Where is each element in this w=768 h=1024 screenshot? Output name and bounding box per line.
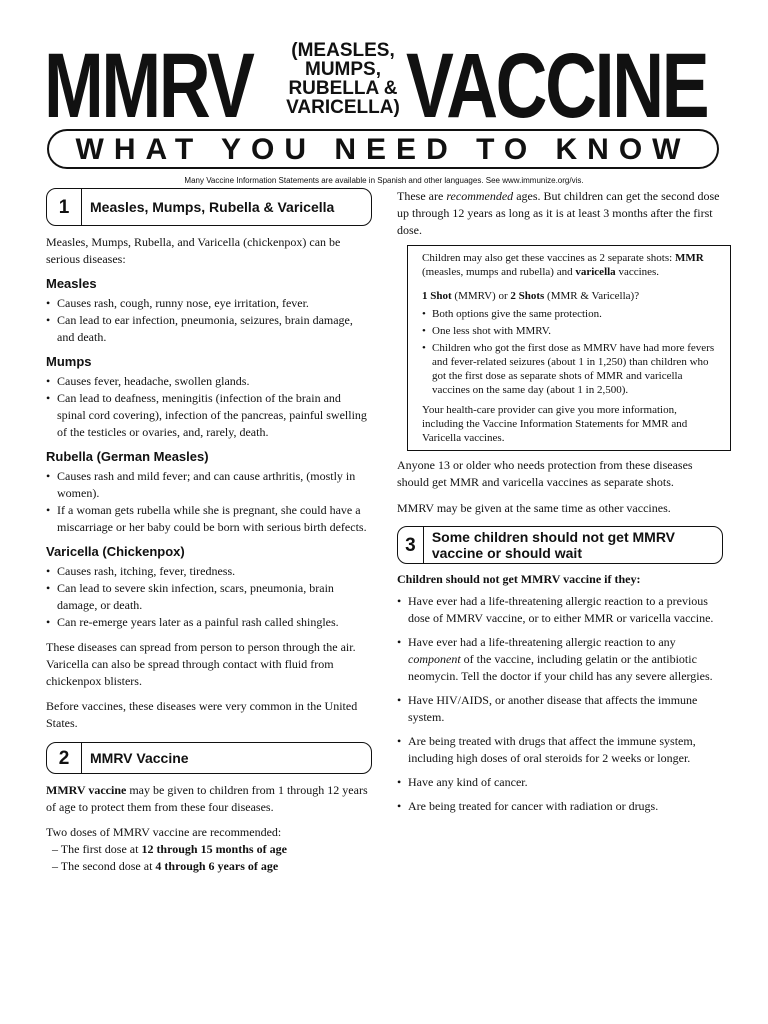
- list-item: • Are being treated with drugs that affect the immune system, including high doses of oral steroids for 2 weeks or longer.: [397, 733, 723, 767]
- dose-2-age: 4 through 6 years of age: [155, 859, 279, 873]
- mumps-list: [46, 373, 372, 441]
- box-line-1: Children may also get these vaccines as 2 separate shots:: [422, 252, 675, 264]
- rubella-heading: Rubella (German Measles): [46, 449, 209, 464]
- dose-1-prefix: – The first dose at: [52, 842, 142, 856]
- banner-what-you-need-to-know: WHAT YOU NEED TO KNOW: [47, 129, 719, 169]
- list-item: • Have HIV/AIDS, or another disease that affects the immune system.: [397, 692, 723, 726]
- box-line-3: vaccines.: [615, 266, 660, 278]
- section-1-header: [46, 188, 372, 226]
- varicella-list: [46, 563, 372, 631]
- measles-list: [46, 295, 372, 346]
- recommended-pre: These are: [397, 189, 447, 203]
- list-item: • Are being treated for cancer with radiation or drugs.: [397, 798, 723, 815]
- box-line-2: (measles, mumps and rubella) and: [422, 266, 576, 278]
- box-mmr: MMR: [674, 252, 704, 264]
- dose-2-prefix: – The second dose at: [52, 859, 156, 873]
- list-item: • Causes rash and mild fever; and can cause arthritis, (mostly in women).: [46, 468, 372, 502]
- dose-1-age: 12 through 15 months of age: [141, 842, 287, 856]
- spread-paragraph: These diseases can spread from person to person through the air. Varicella can also be spread through contact with fluid from chickenpox blisters.: [46, 640, 356, 688]
- dose-2-line: [46, 858, 372, 875]
- section-3-header: [397, 526, 723, 564]
- box-two-shots: 2 Shots: [510, 290, 545, 302]
- list-item: • Can lead to deafness, meningitis (infection of the brain and spinal cord covering), infection of the pancreas, painful swelling of the testicles or ovaries, and, rarely, death.: [46, 390, 372, 441]
- item-2-component: component: [408, 652, 461, 666]
- availability-note: Many Vaccine Information Statements are available in Spanish and other languages. See www.immunize.org/vis.: [184, 176, 584, 185]
- box-question: [422, 289, 716, 303]
- list-item: • Causes rash, cough, runny nose, eye irritation, fever.: [46, 295, 372, 312]
- anyone-13-paragraph: Anyone 13 or older who needs protection from these diseases should get MMR and varicella vaccines as separate shots.: [397, 458, 693, 489]
- box-question-mid-2: (MMR & Varicella)?: [544, 290, 640, 302]
- list-item: • Causes rash, itching, fever, tiredness.: [46, 563, 372, 580]
- list-item: • Can lead to severe skin infection, scars, pneumonia, brain damage, or death.: [46, 580, 372, 614]
- dose-1-line: [46, 841, 372, 858]
- list-item: • If a woman gets rubella while she is pregnant, she could have a miscarriage or her baby could be born with serious birth defects.: [46, 502, 372, 536]
- item-2-post: of the vaccine, including gelatin or the antibiotic neomycin. Tell the doctor if your child has any severe allergies.: [408, 652, 713, 683]
- list-item: [397, 634, 723, 685]
- box-question-mid-1: (MMRV) or: [451, 290, 511, 302]
- title-subtitle: (MEASLES, MUMPS, RUBELLA & VARICELLA): [286, 40, 400, 118]
- list-item: • One less shot with MMRV.: [422, 324, 716, 338]
- varicella-heading: Varicella (Chickenpox): [46, 544, 185, 559]
- recommended-em: recommended: [446, 189, 514, 203]
- recommended-post: ages. But children can get the second dose up through 12 years as long as it is at least 3 months after the first dose.: [397, 189, 720, 237]
- section-1-number: 1: [47, 189, 82, 225]
- mmrv-vaccine-bold: MMRV vaccine: [46, 783, 127, 797]
- box-provider-text: Your health-care provider can give you more information, including the Vaccine Information Statements for MMR and Varicella vaccines.: [422, 404, 688, 444]
- mumps-heading: Mumps: [46, 354, 92, 369]
- section-2-lead: [46, 782, 372, 816]
- list-item: • Can lead to ear infection, pneumonia, seizures, brain damage, and death.: [46, 312, 372, 346]
- section-3-title: Some children should not get MMRV vaccine or should wait: [431, 529, 676, 561]
- title-vaccine: VACCINE: [406, 35, 708, 137]
- section-1-intro: Measles, Mumps, Rubella, and Varicella (chickenpox) can be serious diseases:: [46, 235, 341, 266]
- measles-heading: Measles: [46, 276, 97, 291]
- title-mmrv: MMRV: [44, 35, 253, 137]
- rubella-list: [46, 468, 372, 536]
- before-vaccines-paragraph: Before vaccines, these diseases were very common in the United States.: [46, 699, 358, 730]
- section-3-list: [397, 593, 723, 815]
- section-2-lead-rest: may be given to children from 1 through 12 years of age to protect them from these four diseases.: [46, 783, 368, 814]
- recommended-ages-paragraph: [397, 188, 723, 239]
- list-item: • Have any kind of cancer.: [397, 774, 723, 791]
- item-2-pre: Have ever had a life-threatening allergic reaction to any: [408, 635, 676, 649]
- box-varicella: varicella: [575, 266, 616, 278]
- right-column: [397, 188, 723, 822]
- section-2-number: 2: [47, 743, 82, 773]
- section-1-title: Measles, Mumps, Rubella & Varicella: [90, 199, 335, 215]
- list-item: • Have ever had a life-threatening allergic reaction to a previous dose of MMRV vaccine, or to either MMR or varicella vaccine.: [397, 593, 723, 627]
- list-item: • Children who got the first dose as MMRV have had more fevers and fever-related seizures (about 1 in 1,250) than children who got the first dose as separate shots of MMR and varicella vaccines on the same day (about 1 in 2,500).: [422, 341, 716, 397]
- separate-shots-box: [407, 245, 731, 451]
- list-item: • Both options give the same protection.: [422, 307, 716, 321]
- box-intro: [422, 251, 716, 279]
- section-2-title: MMRV Vaccine: [90, 750, 189, 766]
- two-doses-text: Two doses of MMRV vaccine are recommended:: [46, 825, 282, 839]
- section-2-header: [46, 742, 372, 774]
- section-3-number: 3: [398, 527, 424, 563]
- section-3-lead: Children should not get MMRV vaccine if they:: [397, 572, 641, 586]
- list-item: • Can re-emerge years later as a painful rash called shingles.: [46, 614, 372, 631]
- box-one-shot: 1 Shot: [422, 290, 452, 302]
- same-time-paragraph: MMRV may be given at the same time as other vaccines.: [397, 501, 671, 515]
- left-column: [46, 188, 372, 875]
- box-list: [422, 307, 716, 397]
- list-item: • Causes fever, headache, swollen glands.: [46, 373, 372, 390]
